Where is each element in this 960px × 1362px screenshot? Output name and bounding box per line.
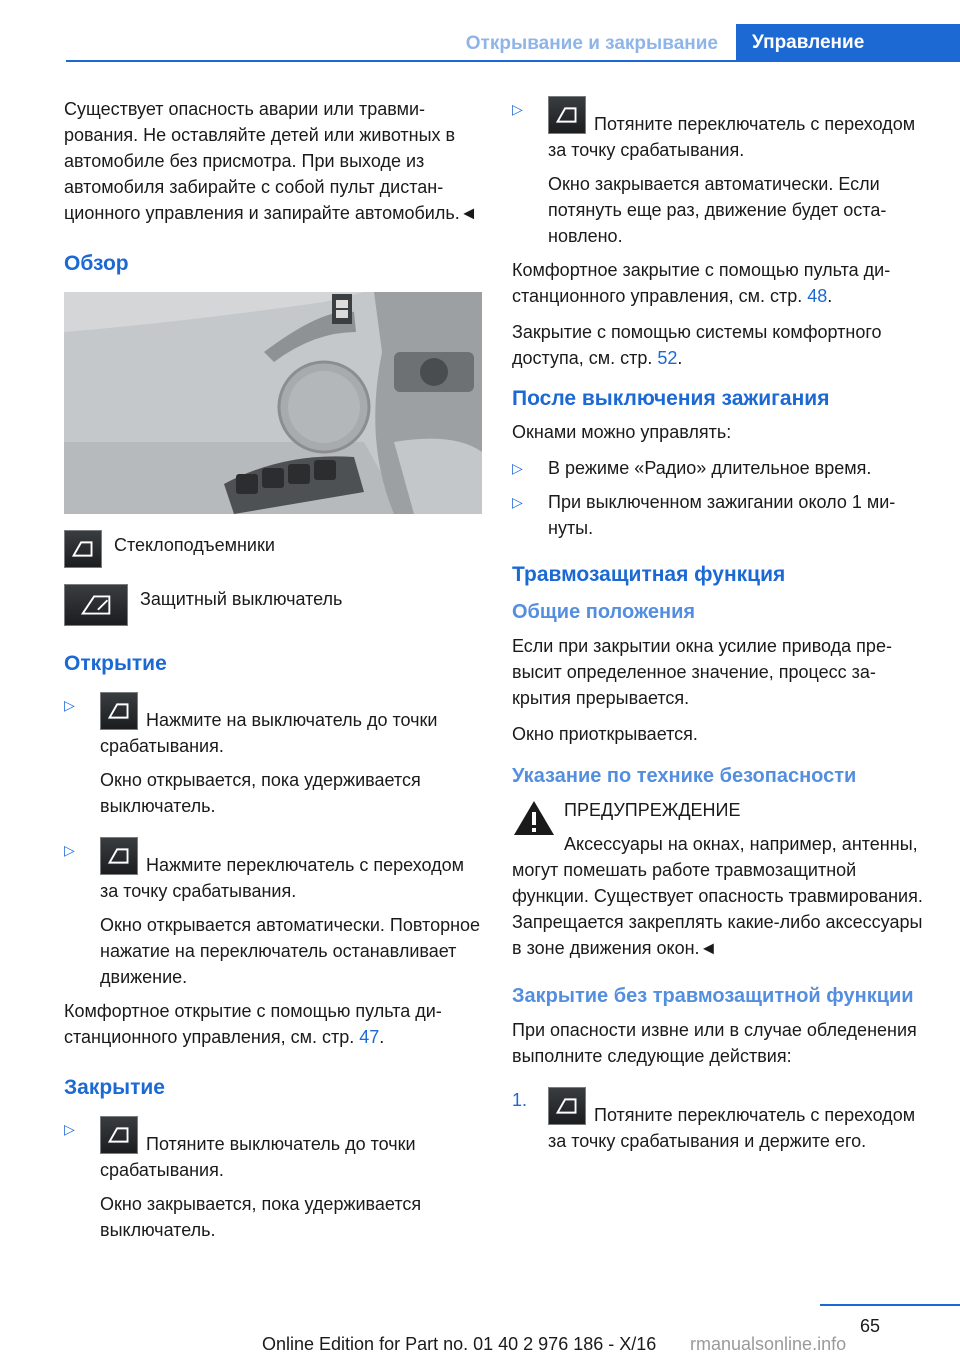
closing-step-1-result: Окно закрывается, пока удерживается выключатель. [100,1194,422,1240]
after-ignition-intro: Окнами можно управлять: [512,422,732,442]
header-rule [66,60,960,62]
opening-step-1 [64,692,482,819]
without-pinch-intro: При опасности извне или в случае обледенения выполните следующие действия: [512,1020,917,1066]
window-switch-icon [64,530,102,568]
overview-heading: Обзор [64,252,129,275]
pinch-protection-heading: Травмозащитная функция [512,563,786,586]
left-column [64,96,482,1251]
closing-step-1 [64,1116,482,1243]
legend-window-lifters [64,530,482,568]
closing-step-2-result: Окно закрывается автоматически. Если потянуть еще раз, движение будет остановлено. [548,174,887,246]
after-ignition-item-1 [512,455,926,481]
general-text-2: Окно приоткрывается. [512,724,698,744]
section-title: Открывание и закрывание [465,33,718,54]
general-text-1: Если при закрытии окна усилие привода превысит определенное значение, процесс закрытия прерывается. [512,636,892,708]
watermark: rmanualsonline.info [690,1334,847,1354]
warning-text: Аксессуары на окнах, например, антенны, могут помешать работе травмозащитной функции. Существует опасность травмирования. Запрещается закреплять какие-либо аксессуары в зоне движения окон.◄ [512,834,923,958]
opening-step-2-text: Нажмите переключатель с переходом за точку срабатывания. [100,855,465,901]
bullet-triangle-icon: ▷ [64,1121,75,1137]
footer-rule [820,1304,960,1306]
window-switch-icon [100,837,138,875]
opening-step-2-result: Окно открывается автоматически. Повторное нажатие на переключатель останавливает движение. [100,915,481,987]
closing-step-2 [512,96,926,249]
after-ignition-heading: После выключения зажигания [512,387,830,410]
without-pinch-step-1-text: Потяните переключатель с переходом за точку срабатывания и держите его. [548,1105,916,1151]
warning-icon [512,799,556,837]
closing-comfort-text: Комфортное закрытие с помощью пульта дистанционного управления, см. стр. [512,260,891,306]
general-subheading: Общие положения [512,601,696,623]
page-link-52[interactable]: 52 [657,348,678,368]
without-pinch-step-1 [512,1087,926,1154]
page-link-47[interactable]: 47 [359,1027,380,1047]
window-switch-icon [548,1087,586,1125]
closing-access-ref: Закрытие с помощью системы комфортного доступа, см. стр. 52. [512,322,882,368]
bullet-triangle-icon: ▷ [64,842,75,858]
after-ignition-item-2-text: При выключенном зажигании около 1 минуты. [548,492,896,538]
edition-note: Online Edition for Part no. 01 40 2 976 186 - X/16 [262,1334,657,1354]
closing-step-2-text: Потяните переключатель с переходом за точку срабатывания. [548,114,916,160]
window-switch-icon [548,96,586,134]
intro-warning-text: Существует опасность аварии или травмирования. Не оставляйте детей или животных в автомобиле без присмотра. При выходе из автомобиля забирайте с собой пульт дистанционного управления и запирайте автомобиль.◄ [64,99,478,223]
window-switch-icon [100,1116,138,1154]
page-header [0,24,960,62]
closing-step-1-text: Потяните выключатель до точки срабатывания. [100,1134,416,1180]
safety-switch-icon [64,584,128,626]
opening-step-2 [64,837,482,990]
without-pinch-subheading: Закрытие без травмозащитной функции [512,985,914,1007]
window-switch-icon [100,692,138,730]
step-number: 1. [512,1090,528,1110]
after-ignition-item-2 [512,489,926,541]
legend-safety-switch-label: Защитный выключатель [140,589,343,609]
closing-access-text: Закрытие с помощью системы комфортного доступа, см. стр. [512,322,882,368]
bullet-triangle-icon: ▷ [512,494,523,510]
opening-step-1-text: Нажмите на выключатель до точки срабатывания. [100,710,438,756]
warning-title: ПРЕДУПРЕЖДЕНИЕ [564,800,741,820]
warning-block [512,797,926,961]
bullet-triangle-icon: ▷ [512,460,523,476]
legend-window-lifters-label: Стеклоподъемники [114,535,275,555]
opening-step-1-result: Окно открывается, пока удерживается выключатель. [100,770,421,816]
bullet-triangle-icon: ▷ [512,101,523,117]
page-link-48[interactable]: 48 [807,286,828,306]
door-panel-photo [64,292,482,514]
chapter-tab[interactable]: Управление [736,24,960,62]
bullet-triangle-icon: ▷ [64,697,75,713]
safety-subheading: Указание по технике безопасности [512,765,857,787]
opening-heading: Открытие [64,652,167,675]
closing-comfort-ref: Комфортное закрытие с помощью пульта дистанционного управления, см. стр. 48. [512,260,891,306]
closing-heading: Закрытие [64,1076,165,1099]
opening-comfort-ref: Комфортное открытие с помощью пульта дистанционного управления, см. стр. 47. [64,1001,442,1047]
opening-comfort-text: Комфортное открытие с помощью пульта дистанционного управления, см. стр. [64,1001,442,1047]
after-ignition-item-1-text: В режиме «Радио» длительное время. [548,458,872,478]
legend-safety-switch [64,584,482,626]
right-column [512,96,926,1162]
page-number: 65 [860,1316,881,1336]
